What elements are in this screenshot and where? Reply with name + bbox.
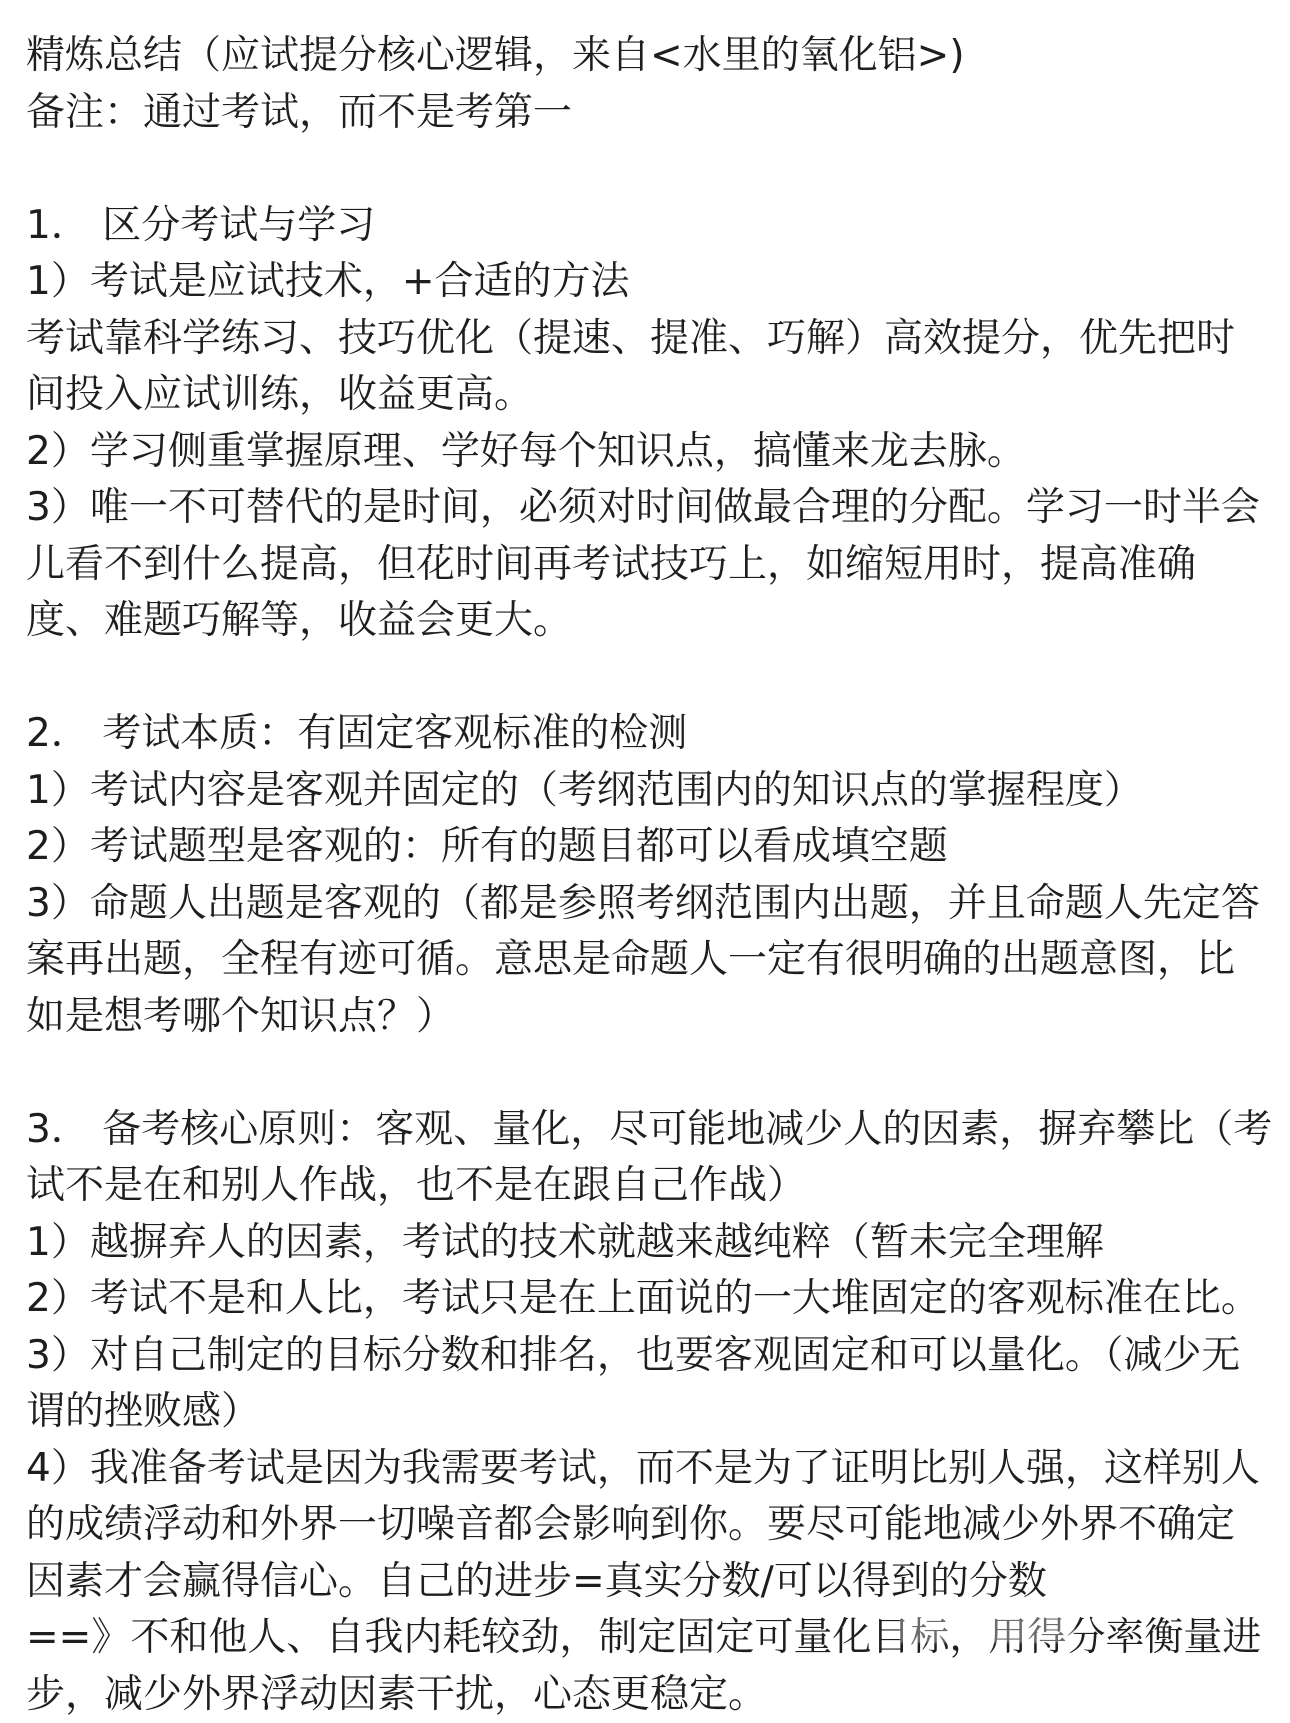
section-1-line: 度、难题巧解等，收益会更大。 — [26, 593, 1266, 650]
section-2-heading: 2． 考试本质：有固定客观标准的检测 — [26, 706, 1266, 763]
section-3-line: 因素才会赢得信心。自己的进步=真实分数/可以得到的分数 — [26, 1554, 1266, 1611]
paragraph-gap — [26, 1045, 1266, 1102]
section-2-line: 2）考试题型是客观的：所有的题目都可以看成填空题 — [26, 819, 1266, 876]
section-1-line: 儿看不到什么提高，但花时间再考试技巧上，如缩短用时，提高准确 — [26, 537, 1266, 594]
section-3-line: 的成绩浮动和外界一切噪音都会影响到你。要尽可能地减少外界不确定 — [26, 1497, 1266, 1554]
section-3-heading: 3． 备考核心原则：客观、量化，尽可能地减少人的因素，摒弃攀比（考 — [26, 1102, 1266, 1159]
document-title: 精炼总结（应试提分核心逻辑，来自<水里的氧化铝>) — [26, 28, 1266, 85]
section-1-line: 考试靠科学练习、技巧优化（提速、提准、巧解）高效提分，优先把时 — [26, 311, 1266, 368]
section-2-line: 3）命题人出题是客观的（都是参照考纲范围内出题，并且命题人先定答 — [26, 876, 1266, 933]
section-1-line: 1）考试是应试技术，+合适的方法 — [26, 254, 1266, 311]
section-3-line: 谓的挫败感） — [26, 1384, 1266, 1441]
section-3-line: 试不是在和别人作战，也不是在跟自己作战） — [26, 1158, 1266, 1215]
section-2-line: 案再出题，全程有迹可循。意思是命题人一定有很明确的出题意图，比 — [26, 932, 1266, 989]
document-body — [26, 28, 1266, 1723]
section-1-line: 3）唯一不可替代的是时间，必须对时间做最合理的分配。学习一时半会 — [26, 480, 1266, 537]
section-3-line: 1）越摒弃人的因素，考试的技术就越来越纯粹（暂未完全理解 — [26, 1215, 1266, 1272]
section-3-line: 步，减少外界浮动因素干扰，心态更稳定。 — [26, 1667, 1266, 1723]
paragraph-gap — [26, 141, 1266, 198]
section-1-heading: 1． 区分考试与学习 — [26, 198, 1266, 255]
document-note: 备注：通过考试，而不是考第一 — [26, 85, 1266, 142]
section-3-line: 4）我准备考试是因为我需要考试，而不是为了证明比别人强，这样别人 — [26, 1441, 1266, 1498]
section-2-line: 如是想考哪个知识点？） — [26, 989, 1266, 1046]
section-2-line: 1）考试内容是客观并固定的（考纲范围内的知识点的掌握程度） — [26, 763, 1266, 820]
section-1-line: 间投入应试训练，收益更高。 — [26, 367, 1266, 424]
section-1-line: 2）学习侧重掌握原理、学好每个知识点，搞懂来龙去脉。 — [26, 424, 1266, 481]
section-3-line: 2）考试不是和人比，考试只是在上面说的一大堆固定的客观标准在比。 — [26, 1271, 1266, 1328]
section-3-line: 3）对自己制定的目标分数和排名，也要客观固定和可以量化。（减少无 — [26, 1328, 1266, 1385]
section-3-line: ==》不和他人、自我内耗较劲，制定固定可量化目标，用得分率衡量进 — [26, 1610, 1266, 1667]
paragraph-gap — [26, 650, 1266, 707]
